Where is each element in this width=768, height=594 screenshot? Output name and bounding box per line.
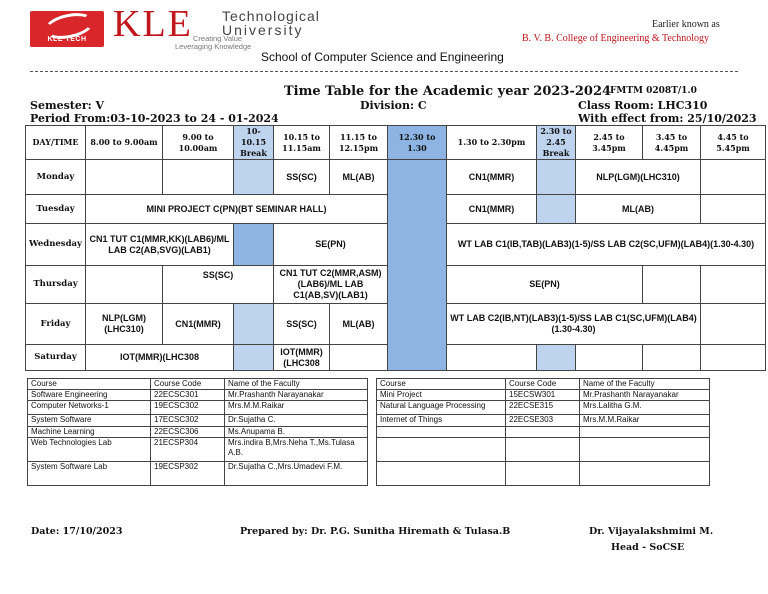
tagline-2: Leveraging Knowledge	[175, 42, 252, 51]
course-name: Internet of Things	[377, 415, 506, 427]
timetable	[25, 125, 766, 371]
slot-cell: ML(AB)	[330, 304, 388, 345]
column-header: Course Code	[151, 379, 225, 390]
empty-cell	[580, 438, 710, 462]
column-header: Course	[377, 379, 506, 390]
slot-cell: ML(AB)	[330, 160, 388, 195]
slot-cell	[163, 160, 234, 195]
semester: Semester: V	[30, 99, 105, 112]
header-cell: 10-10.15 Break	[234, 126, 274, 160]
university-word-technological: Technological	[222, 8, 320, 24]
header-cell: 2.45 to 3.45pm	[576, 126, 643, 160]
course-code: 19ECSC302	[151, 401, 225, 415]
table-row	[28, 438, 368, 462]
empty-cell	[377, 438, 506, 462]
slot-cell: SE(PN)	[447, 266, 643, 304]
header-cell: 11.15 to 12.15pm	[330, 126, 388, 160]
course-name: System Software Lab	[28, 462, 151, 486]
empty-cell	[377, 462, 506, 486]
course-name: Natural Language Processing	[377, 401, 506, 415]
break-cell	[234, 345, 274, 371]
course-code: 21ECSP304	[151, 438, 225, 462]
slot-cell: WT LAB C2(IB,NT)(LAB3)(1-5)/SS LAB C1(SC,UFM)(LAB4) (1.30-4.30)	[447, 304, 701, 345]
slot-cell: WT LAB C1(IB,TAB)(LAB3)(1-5)/SS LAB C2(SC,UFM)(LAB4)(1.30-4.30)	[447, 224, 766, 266]
header-cell: 9.00 to 10.00am	[163, 126, 234, 160]
table-row	[26, 160, 766, 195]
empty-cell	[580, 462, 710, 486]
slot-cell	[330, 345, 388, 371]
timetable-header-row	[26, 126, 766, 160]
break-cell	[234, 224, 274, 266]
faculty-name: Mr.Prashanth Narayanakar	[225, 390, 368, 401]
break-cell	[537, 195, 576, 224]
empty-cell	[506, 438, 580, 462]
slot-cell: SS(SC)	[163, 266, 274, 304]
table-row	[28, 415, 368, 427]
course-name: Web Technologies Lab	[28, 438, 151, 462]
table-row	[28, 379, 368, 390]
head-title: Head - SoCSE	[611, 542, 685, 553]
break-cell	[234, 304, 274, 345]
header-cell: 2.30 to 2.45 Break	[537, 126, 576, 160]
faculty-name: Dr.Sujatha C.,Mrs.Umadevi F.M.	[225, 462, 368, 486]
table-row	[377, 462, 710, 486]
table-row	[28, 427, 368, 438]
school-name: School of Computer Science and Engineering	[261, 50, 504, 64]
former-name: B. V. B. College of Engineering & Technology	[522, 33, 710, 44]
slot-cell	[701, 266, 766, 304]
header-cell: 12.30 to 1.30	[388, 126, 447, 160]
course-name: Mini Project	[377, 390, 506, 401]
header-cell: 8.00 to 9.00am	[86, 126, 163, 160]
course-table-right	[376, 378, 710, 486]
slot-cell: CN1 TUT C1(MMR,KK)(LAB6)/ML LAB C2(AB,SVG)(LAB1)	[86, 224, 234, 266]
table-row	[377, 379, 710, 390]
date-label: Date: 17/10/2023	[31, 526, 123, 537]
class-room: Class Room: LHC310	[578, 99, 708, 112]
slot-cell: MINI PROJECT C(PN)(BT SEMINAR HALL)	[86, 195, 388, 224]
slot-cell: CN1(MMR)	[163, 304, 234, 345]
column-header: Course	[28, 379, 151, 390]
slot-cell: IOT(MMR) (LHC308	[274, 345, 330, 371]
divider	[30, 71, 738, 72]
earlier-known-label: Earlier known as	[652, 19, 720, 30]
faculty-name: Mrs.M.M.Raikar	[580, 415, 710, 427]
tagline-1: Creating Value	[193, 34, 243, 43]
faculty-name: Mrs.indira B,Mrs.Neha T.,Ms.Tulasa A.B.	[225, 438, 368, 462]
slot-cell: IOT(MMR)(LHC308	[86, 345, 234, 371]
break-cell	[537, 345, 576, 371]
logo-caption: KLE TECH	[47, 36, 87, 43]
period: Period From:03-10-2023 to 24 - 01-2024	[30, 112, 279, 125]
faculty-name: Mr.Prashanth Narayanakar	[580, 390, 710, 401]
course-code: 22ECSC306	[151, 427, 225, 438]
slot-cell: CN1 TUT C2(MMR,ASM)(LAB6)/ML LAB C1(AB,SV)(LAB1)	[274, 266, 388, 304]
day-label: Friday	[26, 304, 86, 345]
table-row	[377, 415, 710, 427]
day-label: Thursday	[26, 266, 86, 304]
slot-cell	[701, 345, 766, 371]
slot-cell: ML(AB)	[576, 195, 701, 224]
course-code: 15ECSW301	[506, 390, 580, 401]
slot-cell: SS(SC)	[274, 304, 330, 345]
table-row	[377, 427, 710, 438]
slot-cell: CN1(MMR)	[447, 160, 537, 195]
day-label: Wednesday	[26, 224, 86, 266]
slot-cell	[447, 345, 537, 371]
form-code: FMTM 0208T/1.0	[610, 86, 697, 96]
empty-cell	[377, 427, 506, 438]
page-title: Time Table for the Academic year 2023-2024	[284, 84, 612, 99]
column-header: Name of the Faculty	[225, 379, 368, 390]
head-name: Dr. Vijayalakshmimi M.	[589, 526, 714, 537]
slot-cell: NLP(LGM) (LHC310)	[86, 304, 163, 345]
slot-cell	[86, 266, 163, 304]
day-label: Saturday	[26, 345, 86, 371]
faculty-name: Mrs.M.M.Raikar	[225, 401, 368, 415]
slot-cell	[643, 345, 701, 371]
slot-cell: SS(SC)	[274, 160, 330, 195]
faculty-name: Mrs.Lalitha G.M.	[580, 401, 710, 415]
course-name: Machine Learning	[28, 427, 151, 438]
course-table-left	[27, 378, 368, 486]
day-label: Monday	[26, 160, 86, 195]
faculty-name: Ms.Anupama B.	[225, 427, 368, 438]
slot-cell: SE(PN)	[274, 224, 388, 266]
table-row	[28, 390, 368, 401]
course-code: 22ECSE303	[506, 415, 580, 427]
table-row	[28, 401, 368, 415]
column-header: Course Code	[506, 379, 580, 390]
division: Division: C	[360, 99, 427, 112]
slot-cell	[701, 195, 766, 224]
header-cell: 3.45 to 4.45pm	[643, 126, 701, 160]
course-code: 22ECSE315	[506, 401, 580, 415]
course-code: 17ECSC302	[151, 415, 225, 427]
course-code: 19ECSP302	[151, 462, 225, 486]
slot-cell	[643, 266, 701, 304]
slot-cell	[86, 160, 163, 195]
column-header: Name of the Faculty	[580, 379, 710, 390]
empty-cell	[506, 427, 580, 438]
table-row	[377, 438, 710, 462]
university-word-university: University	[222, 22, 304, 38]
header-cell: 10.15 to 11.15am	[274, 126, 330, 160]
break-cell	[234, 160, 274, 195]
day-label: Tuesday	[26, 195, 86, 224]
slot-cell	[701, 160, 766, 195]
table-row	[28, 462, 368, 486]
header-cell: DAY/TIME	[26, 126, 86, 160]
slot-cell: NLP(LGM)(LHC310)	[576, 160, 701, 195]
faculty-name: Dr.Sujatha C.	[225, 415, 368, 427]
slot-cell: CN1(MMR)	[447, 195, 537, 224]
slot-cell	[576, 345, 643, 371]
course-name: Software Engineering	[28, 390, 151, 401]
empty-cell	[580, 427, 710, 438]
empty-cell	[506, 462, 580, 486]
header-cell: 1.30 to 2.30pm	[447, 126, 537, 160]
slot-cell	[701, 304, 766, 345]
break-cell	[537, 160, 576, 195]
table-row	[377, 390, 710, 401]
header-cell: 4.45 to 5.45pm	[701, 126, 766, 160]
course-name: System Software	[28, 415, 151, 427]
course-code: 22ECSC301	[151, 390, 225, 401]
university-brand: KLE	[113, 3, 193, 45]
course-name: Computer Networks-1	[28, 401, 151, 415]
table-row	[377, 401, 710, 415]
lunch-cell	[388, 160, 447, 371]
effect-date: With effect from: 25/10/2023	[578, 112, 757, 125]
prepared-by: Prepared by: Dr. P.G. Sunitha Hiremath & Tulasa.B	[240, 526, 511, 537]
